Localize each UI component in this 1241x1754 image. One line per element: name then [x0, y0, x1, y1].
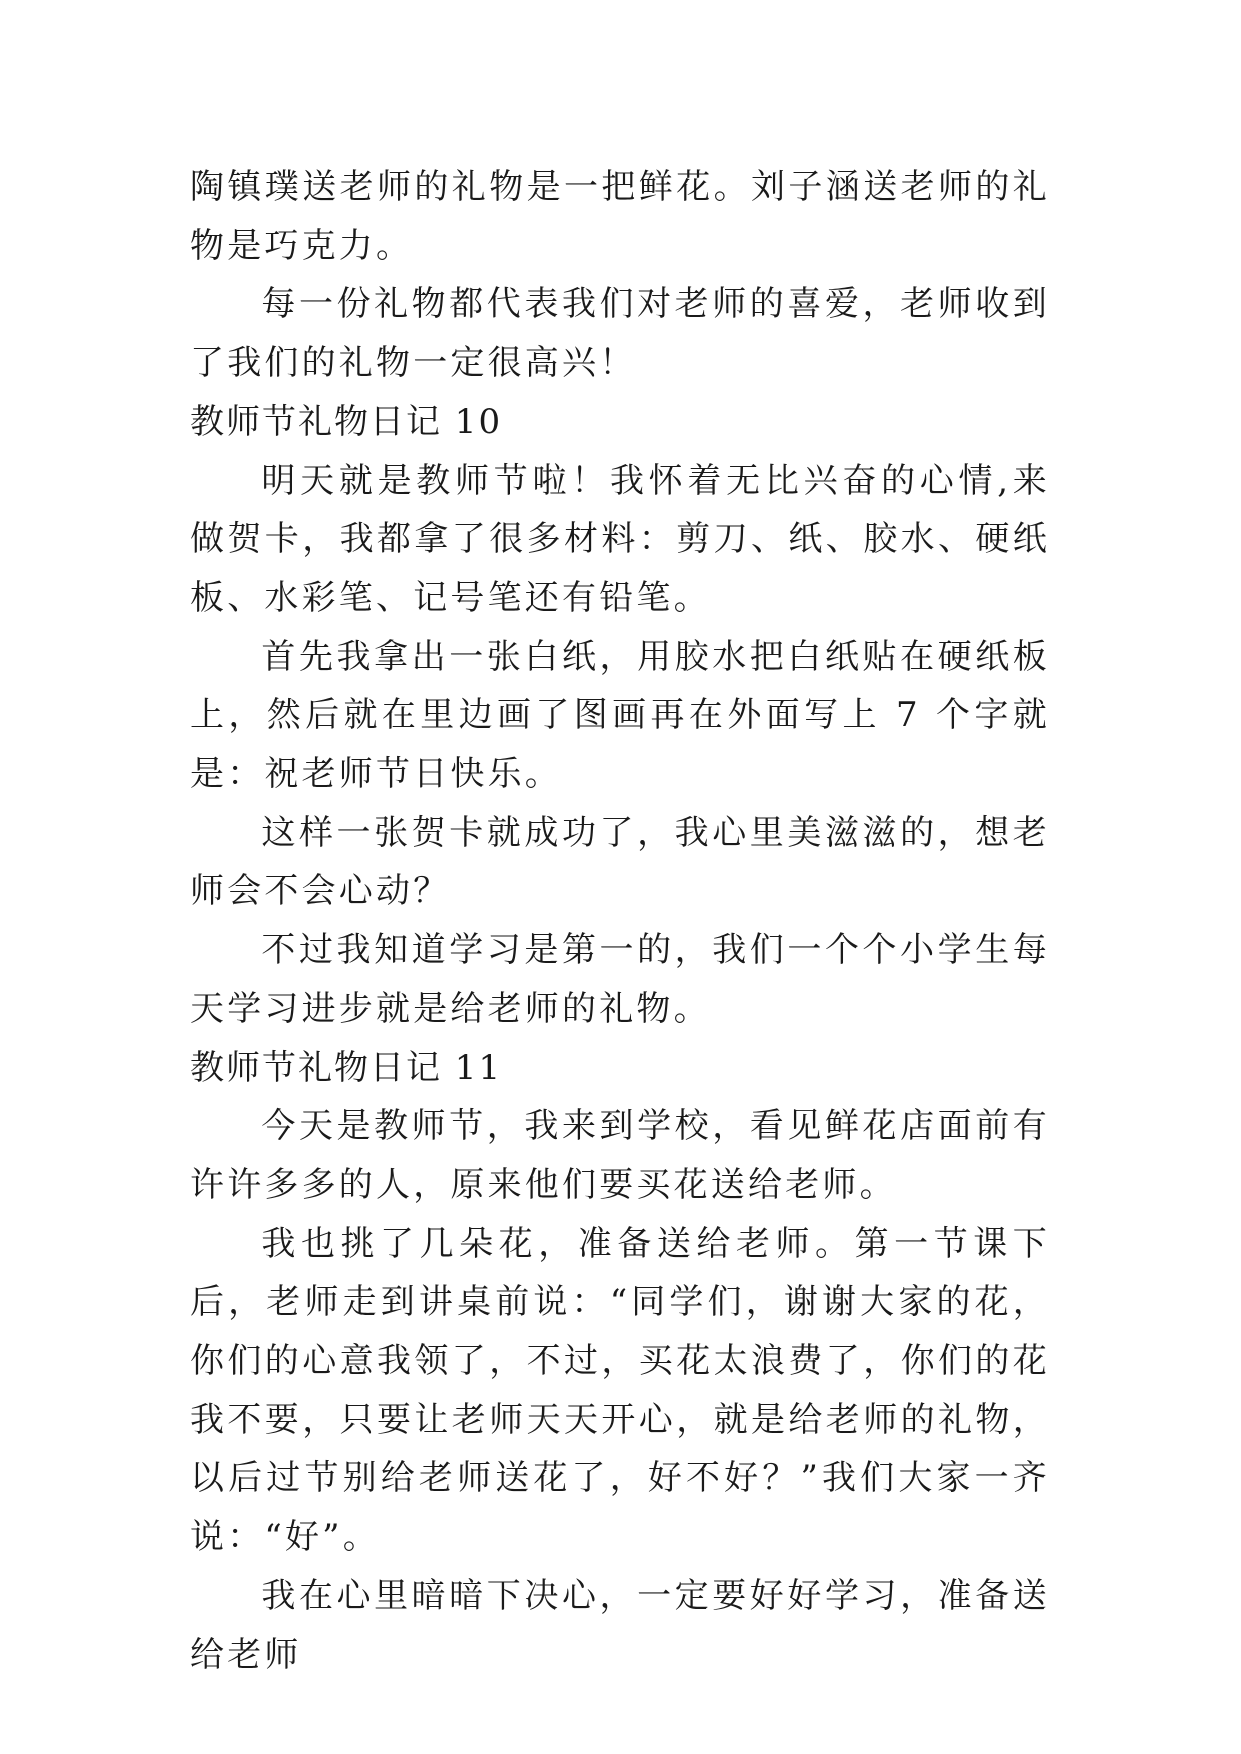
paragraph-card-done: 这样一张贺卡就成功了，我心里美滋滋的，想老师会不会心动？: [190, 812, 1050, 912]
paragraph-gifts-continued: 陶镇璞送老师的礼物是一把鲜花。刘子涵送老师的礼物是巧克力。: [190, 167, 1050, 266]
paragraph-study-gift: 不过我知道学习是第一的，我们一个个小学生每天学习进步就是给老师的礼物。: [190, 930, 1050, 1029]
paragraph-gifts-love: 每一份礼物都代表我们对老师的喜爱，老师收到了我们的礼物一定很高兴！: [190, 284, 1050, 384]
paragraph-card-materials: 明天就是教师节啦！我怀着无比兴奋的心情,来做贺卡，我都拿了很多材料：剪刀、纸、胶水、硬纸板、水彩笔、记号笔还有铅笔。: [190, 460, 1050, 618]
document-body: [190, 158, 1050, 1684]
section-heading-10: 教师节礼物日记 10: [190, 401, 503, 442]
paragraph-resolution: 我在心里暗暗下决心，一定要好好学习，准备送给老师: [190, 1575, 1050, 1675]
paragraph-flower-shop: 今天是教师节，我来到学校，看见鲜花店面前有许许多多的人，原来他们要买花送给老师。: [190, 1106, 1050, 1205]
paragraph-card-making: 首先我拿出一张白纸，用胶水把白纸贴在硬纸板上，然后就在里边画了图画再在外面写上 7 个字就是：祝老师节日快乐。: [190, 636, 1050, 795]
section-heading-11: 教师节礼物日记 11: [190, 1047, 503, 1088]
paragraph-teacher-speech: 我也挑了几朵花，准备送给老师。第一节课下后，老师走到讲桌前说：“同学们，谢谢大家的花，你们的心意我领了，不过，买花太浪费了，你们的花我不要，只要让老师天天开心，就是给老师的礼物，以后过节别给老师送花了，好不好？”我们大家一齐说：“好”。: [190, 1223, 1050, 1558]
